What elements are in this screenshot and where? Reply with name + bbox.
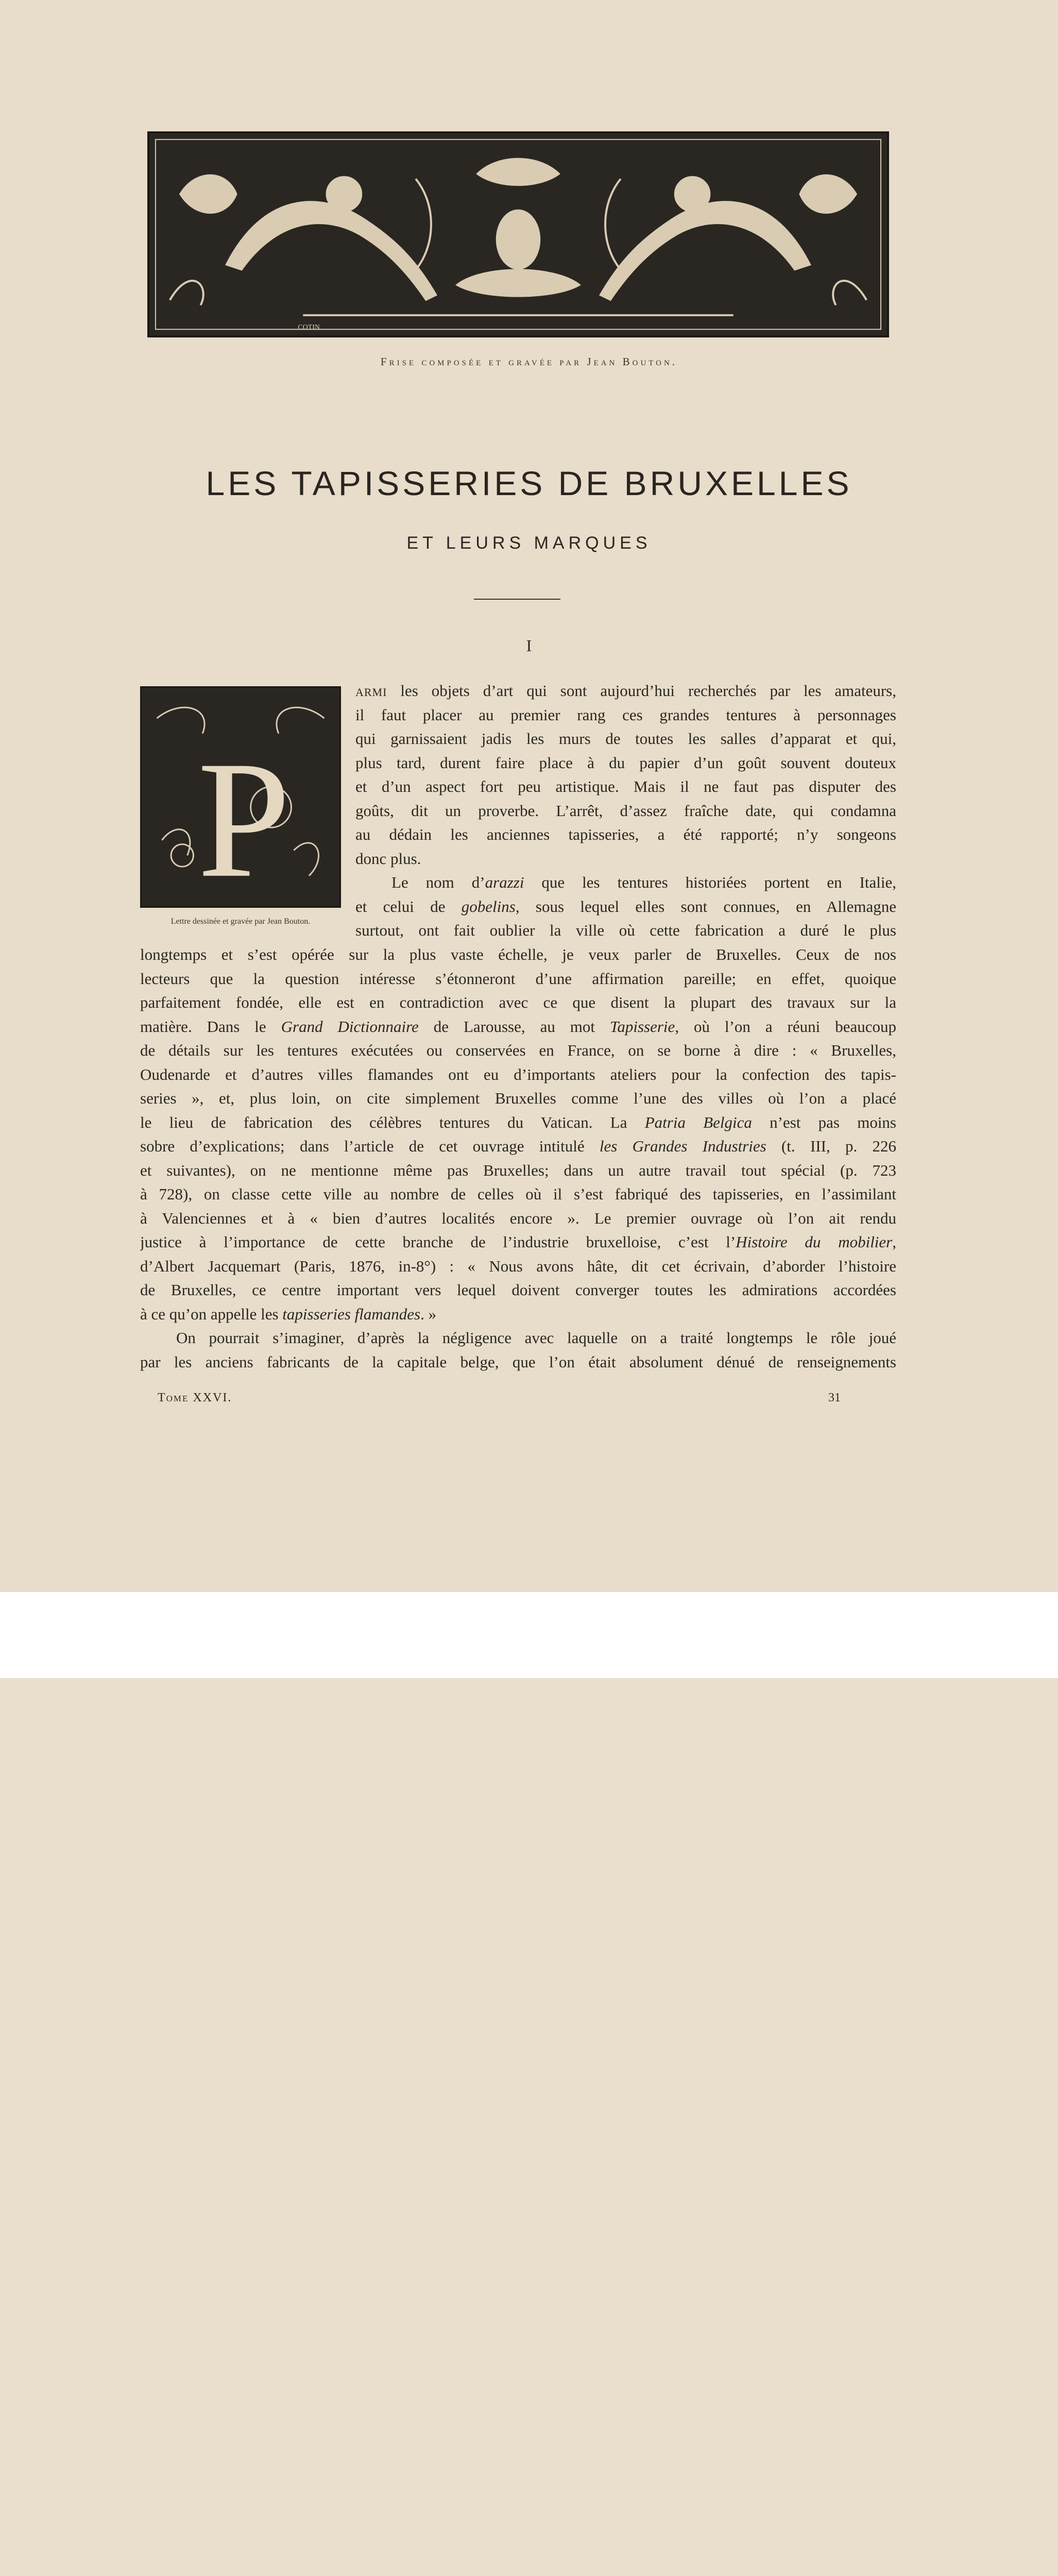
text-line: matière. Dans le Grand Dictionnaire de Larousse, au mot Tapisserie, où l’on a réuni beaucoup <box>140 1017 896 1036</box>
text-line: Le nom d’arazzi que les tentures historiées portent en Italie, <box>391 873 896 891</box>
engraved-frieze <box>147 131 889 337</box>
text-line: sobre d’explications; dans l’article de cet ouvrage intitulé les Grandes Industries (t. III, p. 226 <box>140 1137 896 1155</box>
title-divider <box>474 599 560 600</box>
text-line: par les anciens fabricants de la capitale belge, que l’on était absolument dénué de renseignements <box>140 1352 896 1371</box>
decorated-initial <box>140 686 341 908</box>
paragraph-intro <box>355 679 896 943</box>
text-line: donc plus. <box>355 849 421 868</box>
frieze-caption: Frise composée et gravée par Jean Bouton. <box>380 355 678 368</box>
text-line: au dédain les anciennes tapisseries, a été rapporté; n’y songeons <box>355 825 896 843</box>
text-line: le lieu de fabrication des célèbres tentures du Vatican. La Patria Belgica n’est pas moins <box>140 1113 896 1131</box>
volume-label: Tome XXVI. <box>158 1391 232 1404</box>
text-line: à Valenciennes et à « bien d’autres localités encore ». Le premier ouvrage où l’on ait rendu <box>140 1209 896 1227</box>
signature-mark: 31 <box>828 1391 841 1404</box>
text-line: et d’un aspect fort peu artistique. Mais il ne faut pas disputer des <box>355 777 896 795</box>
text-line: justice à l’importance de cette branche de l’industrie bruxelloise, c’est l’Histoire du mobilier, <box>140 1233 896 1251</box>
article-subtitle: ET LEURS MARQUES <box>406 533 652 553</box>
frieze-ornament-image <box>149 133 887 335</box>
text-line: armi les objets d’art qui sont aujourd’hui recherchés par les amateurs, <box>355 682 896 700</box>
initial-letter: P <box>197 726 291 906</box>
viewer-footer <box>0 1592 1058 1678</box>
text-line: de détails sur les tentures exécutées ou conservées en France, on se borne à dire : « Bruxelles, <box>140 1041 896 1059</box>
text-line: longtemps et s’est opérée sur la plus vaste échelle, je veux parler de Bruxelles. Ceux de nos <box>140 945 896 963</box>
text-line: parfaitement fondée, elle est en contradiction avec ce que disent la plupart des travaux sur la <box>140 993 896 1011</box>
text-line: Oudenarde et d’autres villes flamandes ont eu d’importants ateliers pour la confection des tapis- <box>140 1065 896 1083</box>
text-line: et celui de gobelins, sous lequel elles sont connues, en Allemagne <box>355 897 896 916</box>
initial-caption: Lettre dessinée et gravée par Jean Bouton. <box>170 917 311 926</box>
section-number: I <box>526 636 532 655</box>
text-line: On pourrait s’imaginer, d’après la négligence avec laquelle on a traité longtemps le rôle joué <box>176 1329 896 1347</box>
text-line: lecteurs que la question intéresse s’étonneront d’une affirmation pareille; en effet, quoique <box>140 969 896 988</box>
text-line: qui garnissaient jadis les murs de toutes les salles d’apparat et qui, <box>355 730 896 748</box>
paragraph-main <box>140 943 896 1374</box>
article-title: LES TAPISSERIES DE BRUXELLES <box>206 464 852 502</box>
text-line: de Bruxelles, ce centre important vers lequel doivent converger toutes les admirations accordées <box>140 1281 896 1299</box>
text-line: goûts, dit un proverbe. L’arrêt, d’assez fraîche date, qui condamna <box>355 801 896 820</box>
text-line: series », et, plus loin, on cite simplement Bruxelles comme l’une des villes où l’on a placé <box>140 1089 896 1107</box>
frieze-signature: COTIN <box>298 323 320 331</box>
text-line: plus tard, durent faire place à du papier d’un goût souvent douteux <box>355 753 896 772</box>
text-line: il faut placer au premier rang ces grandes tentures à personnages <box>355 705 896 724</box>
initial-ornament-image <box>142 688 339 906</box>
text-line: à 728), on classe cette ville au nombre de celles où il s’est fabriqué des tapisseries, en l’assimilant <box>140 1185 896 1203</box>
text-line: d’Albert Jacquemart (Paris, 1876, in-8°) : « Nous avons hâte, dit cet écrivain, d’aborder l’histoire <box>140 1257 896 1275</box>
text-line: et suivantes), on ne mentionne même pas Bruxelles; dans un autre travail tout spécial (p. 723 <box>140 1161 896 1179</box>
text-line: à ce qu’on appelle les tapisseries flamandes. » <box>140 1304 437 1323</box>
text-line: surtout, ont fait oublier la ville où cette fabrication a duré le plus <box>355 921 896 939</box>
